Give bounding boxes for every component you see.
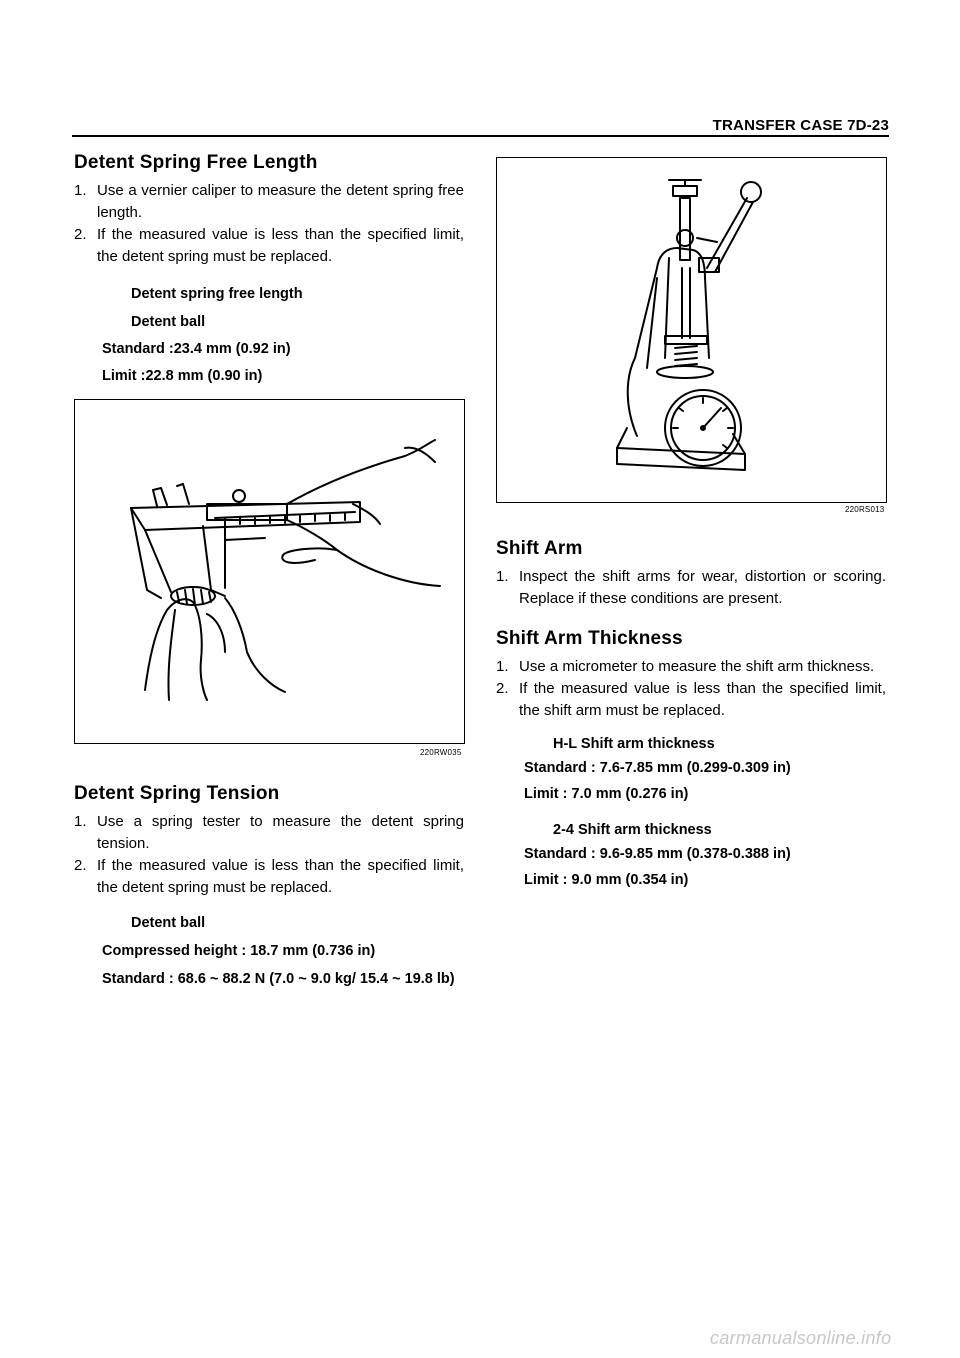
figure-spring-tester: [496, 157, 887, 503]
heading-shift-arm: Shift Arm: [496, 538, 583, 559]
figure-caption-tester: 220RS013: [845, 505, 885, 514]
steps-thickness: [496, 656, 886, 722]
spec-24-title: 2-4 Shift arm thickness: [553, 822, 712, 838]
steps-shift-arm: [496, 566, 886, 610]
list-item: [496, 678, 886, 722]
section-free-length: [74, 152, 464, 386]
spring-tester-illustration: [497, 158, 886, 502]
spec-limit: Limit :22.8 mm (0.90 in): [102, 368, 263, 384]
spec-hl-standard: Standard : 7.6-7.85 mm (0.299-0.309 in): [524, 760, 791, 776]
spec-compressed-height: Compressed height : 18.7 mm (0.736 in): [102, 943, 376, 959]
step-number: 2.: [496, 680, 509, 697]
steps-free-length: [74, 180, 464, 268]
step-number: 1.: [496, 658, 509, 675]
step-number: 2.: [74, 857, 87, 874]
spec-hl-title: H-L Shift arm thickness: [553, 736, 715, 752]
spec-standard: Standard :23.4 mm (0.92 in): [102, 341, 291, 357]
step-number: 1.: [74, 182, 87, 199]
step-number: 2.: [74, 226, 87, 243]
steps-tension: [74, 811, 464, 899]
step-text: If the measured value is less than the specified limit, the shift arm must be replaced.: [519, 680, 886, 719]
spec-title: Detent spring free length: [131, 286, 303, 302]
step-text: If the measured value is less than the specified limit, the detent spring must be replaced.: [97, 857, 464, 896]
list-item: [496, 566, 886, 610]
step-number: 1.: [74, 813, 87, 830]
header-rule: [72, 135, 889, 137]
heading-shift-arm-thickness: Shift Arm Thickness: [496, 628, 683, 649]
spec-standard: Standard : 68.6 ~ 88.2 N (7.0 ~ 9.0 kg/ 15.4 ~ 19.8 lb): [102, 971, 455, 987]
section-shift-arm-thickness: [496, 628, 886, 890]
spec-24-limit: Limit : 9.0 mm (0.354 in): [524, 872, 689, 888]
list-item: [496, 656, 886, 678]
page-header-title: TRANSFER CASE 7D-23: [712, 117, 889, 134]
list-item: [74, 224, 464, 268]
figure-caption-caliper: 220RW035: [420, 748, 462, 757]
heading-tension: Detent Spring Tension: [74, 783, 280, 804]
heading-free-length: Detent Spring Free Length: [74, 152, 318, 173]
step-text: Use a spring tester to measure the detent spring tension.: [97, 813, 464, 852]
step-number: 1.: [496, 568, 509, 585]
section-shift-arm: [496, 538, 886, 610]
step-text: Use a micrometer to measure the shift arm thickness.: [519, 658, 875, 675]
footer-watermark[interactable]: carmanualsonline.info: [710, 1328, 892, 1348]
spec-sub: Detent ball: [131, 314, 206, 330]
step-text: Inspect the shift arms for wear, distortion or scoring. Replace if these conditions are present.: [519, 568, 886, 607]
spec-24-standard: Standard : 9.6-9.85 mm (0.378-0.388 in): [524, 846, 791, 862]
list-item: [74, 811, 464, 855]
list-item: [74, 180, 464, 224]
list-item: [74, 855, 464, 899]
spec-hl-limit: Limit : 7.0 mm (0.276 in): [524, 786, 689, 802]
section-tension: [74, 783, 464, 989]
step-text: Use a vernier caliper to measure the detent spring free length.: [97, 182, 464, 221]
figure-vernier-caliper: [74, 399, 465, 744]
step-text: If the measured value is less than the specified limit, the detent spring must be replaced.: [97, 226, 464, 265]
spec-sub: Detent ball: [131, 915, 206, 931]
vernier-caliper-illustration: [75, 400, 464, 743]
